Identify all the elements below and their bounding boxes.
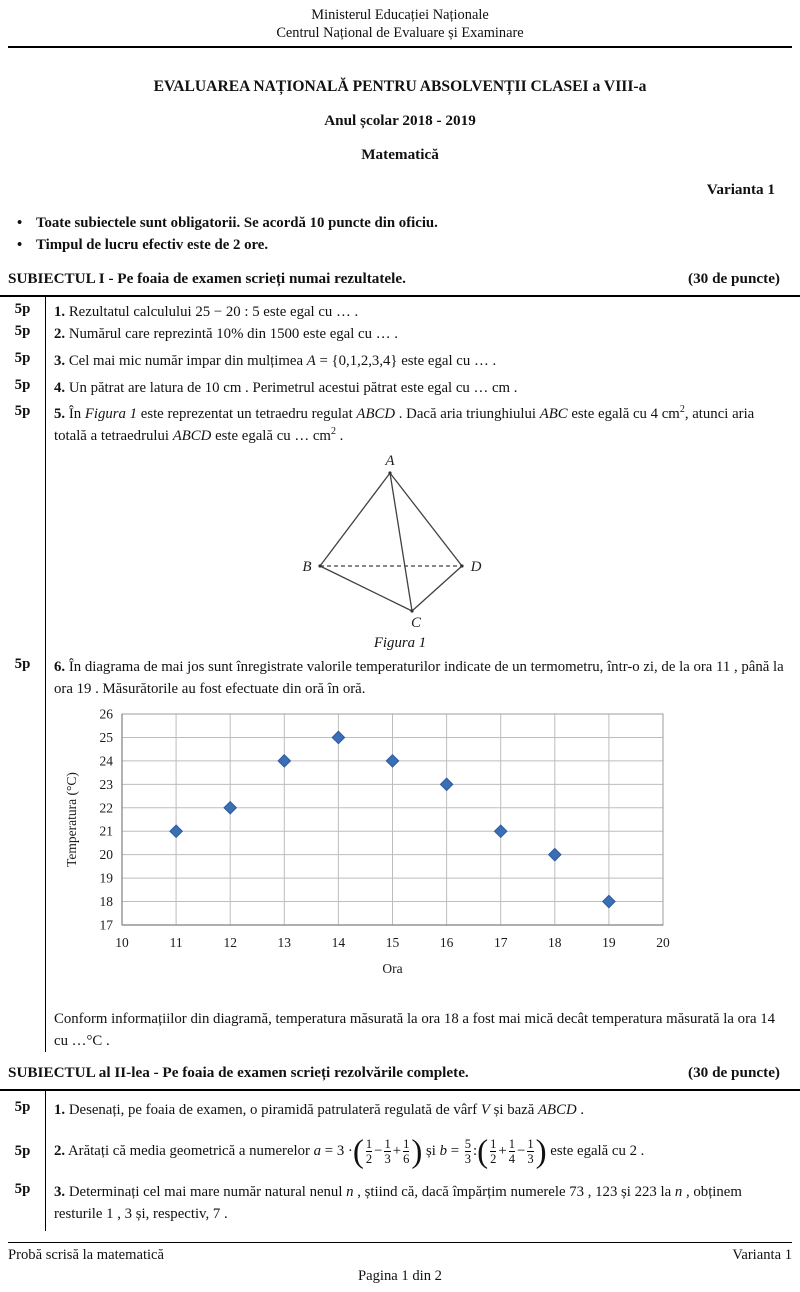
subject-name: Matematică [361, 146, 439, 163]
temperature-chart [62, 708, 800, 980]
question-text: Desenați, pe foaia de examen, o piramidă patrulateră regulată de vârf V și bază ABCD . [68, 1102, 585, 1118]
svg-text:17: 17 [493, 935, 508, 950]
svg-text:25: 25 [99, 729, 113, 745]
question-number: 3. [54, 353, 66, 369]
question-text: Arătați că media geometrică a numerelor [68, 1143, 314, 1159]
question-row [0, 403, 800, 447]
vertex-label-b: B [302, 559, 312, 575]
question-number: 4. [54, 380, 66, 396]
question-text: Rezultatul calculului 25 − 20 : 5 este egal cu … . [68, 304, 359, 320]
question-number: 5. [54, 406, 66, 422]
question-row [0, 377, 800, 399]
question-text: În diagrama de mai jos sunt înregistrate valorile temperaturilor indicate de un termometru, într-o zi, de la ora 11 , până la ora 19 . Măsurătorile au fost efectuate din oră în oră. [54, 659, 784, 697]
school-year: Anul școlar 2018 - 2019 [324, 112, 476, 129]
svg-text:10: 10 [115, 935, 129, 950]
points-cell: 5p [14, 403, 31, 419]
svg-text:16: 16 [439, 935, 454, 950]
vertex-label-c: C [410, 615, 422, 631]
question-row [0, 301, 800, 323]
svg-text:24: 24 [99, 753, 113, 769]
tetrahedron-drawing [295, 451, 505, 631]
question-row [0, 1181, 800, 1225]
points-cell: 5p [14, 1099, 31, 1115]
section1-heading [8, 268, 780, 290]
svg-text:14: 14 [331, 935, 346, 950]
figure-caption: Figura 1 [373, 635, 427, 651]
question-row: 5p 2. Arătați că media geometrică a numerelor a = 3 ·( $\frac{1}{2}$ − $\frac{1}{3}$ + $\frac{1}{6}$ ) și b = $\frac{5}{3}$ :( $\frac{1}{2}$ + $\frac{1}{4}$ − $\frac{1}{3}$ ) este egală cu 2 . [0, 1125, 800, 1177]
points-cell: 5p [14, 377, 31, 393]
question-number: 1. [54, 304, 66, 320]
svg-text:11: 11 [169, 935, 183, 950]
section2-table [0, 1089, 800, 1231]
svg-text:23: 23 [99, 776, 113, 792]
question-text: Numărul care reprezintă 10% din 1500 este egal cu … . [68, 326, 398, 342]
bullet-icon: • [17, 215, 23, 231]
question-number: 2. [54, 326, 66, 342]
svg-text:18: 18 [548, 935, 562, 950]
question-row [0, 350, 800, 372]
svg-text:17: 17 [99, 917, 113, 933]
page-footer [8, 1242, 792, 1286]
footer-left: Probă scrisă la matematică [8, 1247, 165, 1263]
question-number: 6. [54, 659, 66, 675]
instructions-list [0, 212, 800, 256]
tetrahedron-figure [295, 451, 505, 636]
points-cell: 5p [14, 1142, 31, 1159]
points-cell: 5p [14, 1181, 31, 1197]
instruction-text: Toate subiectele sunt obligatorii. Se acordă 10 puncte din oficiu. [36, 215, 438, 231]
question-text: Determinați cel mai mare număr natural nenul n , știind că, dacă împărțim numerele 73 , 123 și 223 la n , obținem resturile 1 , 3 și, respectiv, 7 . [54, 1184, 742, 1222]
question-number: 2. [54, 1143, 66, 1159]
instruction-item [0, 212, 800, 234]
svg-text:26: 26 [99, 708, 113, 722]
svg-text:15: 15 [385, 935, 400, 950]
points-cell: 5p [14, 323, 31, 339]
question-followup-row [0, 1008, 800, 1052]
instruction-text: Timpul de lucru efectiv este de 2 ore. [36, 237, 269, 253]
svg-text:20: 20 [656, 935, 670, 950]
points-cell: 5p [14, 350, 31, 366]
vertex-label-d: D [470, 559, 482, 575]
instruction-item [0, 234, 800, 256]
section2-title: SUBIECTUL al II-lea - Pe foaia de examen scrieți rezolvările complete. [8, 1064, 469, 1081]
footer-right: Varianta 1 [732, 1247, 792, 1263]
points-cell: 5p [14, 301, 31, 317]
svg-text:21: 21 [99, 823, 113, 839]
question-number: 3. [54, 1184, 66, 1200]
svg-text:Temperatura (°C): Temperatura (°C) [64, 772, 79, 867]
question-row [0, 1099, 800, 1121]
question-text: Un pătrat are latura de 10 cm . Perimetrul acestui pătrat este egal cu … cm . [68, 380, 518, 396]
section1-title: SUBIECTUL I - Pe foaia de examen scrieți numai rezultatele. [8, 270, 406, 287]
svg-text:19: 19 [602, 935, 616, 950]
svg-text:20: 20 [99, 847, 113, 863]
question-row [0, 656, 800, 700]
question-row [0, 323, 800, 345]
footer-page-number: Pagina 1 din 2 [358, 1268, 442, 1284]
svg-text:22: 22 [99, 800, 113, 816]
center-name: Centrul Național de Evaluare și Examinare [276, 25, 524, 41]
svg-text:18: 18 [99, 894, 113, 910]
vertex-label-a: A [385, 453, 395, 469]
svg-text:Ora: Ora [382, 961, 403, 976]
svg-text:13: 13 [277, 935, 292, 950]
section1-table [0, 295, 800, 1052]
points-cell: 5p [14, 656, 31, 672]
bullet-icon: • [17, 237, 23, 253]
ministry-name: Ministerul Educației Naționale [311, 7, 489, 23]
question-text: Cel mai mic număr impar din mulțimea A = {0,1,2,3,4} este egal cu … . [68, 353, 497, 369]
question-text: În Figura 1 este reprezentat un tetraedru regulat ABCD . Dacă aria triunghiului ABC este egală cu 4 $cm^2$, atunci aria totală a tetraedrului ABCD este egală cu … $cm^2$ . [54, 404, 755, 444]
section2-points: (30 de puncte) [688, 1064, 780, 1081]
question-number: 1. [54, 1102, 66, 1118]
svg-text:19: 19 [99, 870, 113, 886]
exam-title: EVALUAREA NAȚIONALĂ PENTRU ABSOLVENȚII CLASEI a VIII-a [153, 78, 647, 95]
page-header [8, 0, 792, 48]
svg-text:12: 12 [223, 935, 237, 950]
section2-heading [8, 1062, 780, 1084]
conform-text: Conform informațiilor din diagramă, temperatura măsurată la ora 18 a fost mai mică decât temperatura măsurată la ora 14 cu …°C . [54, 1011, 776, 1049]
section1-points: (30 de puncte) [688, 270, 780, 287]
variant-label: Varianta 1 [706, 181, 775, 198]
